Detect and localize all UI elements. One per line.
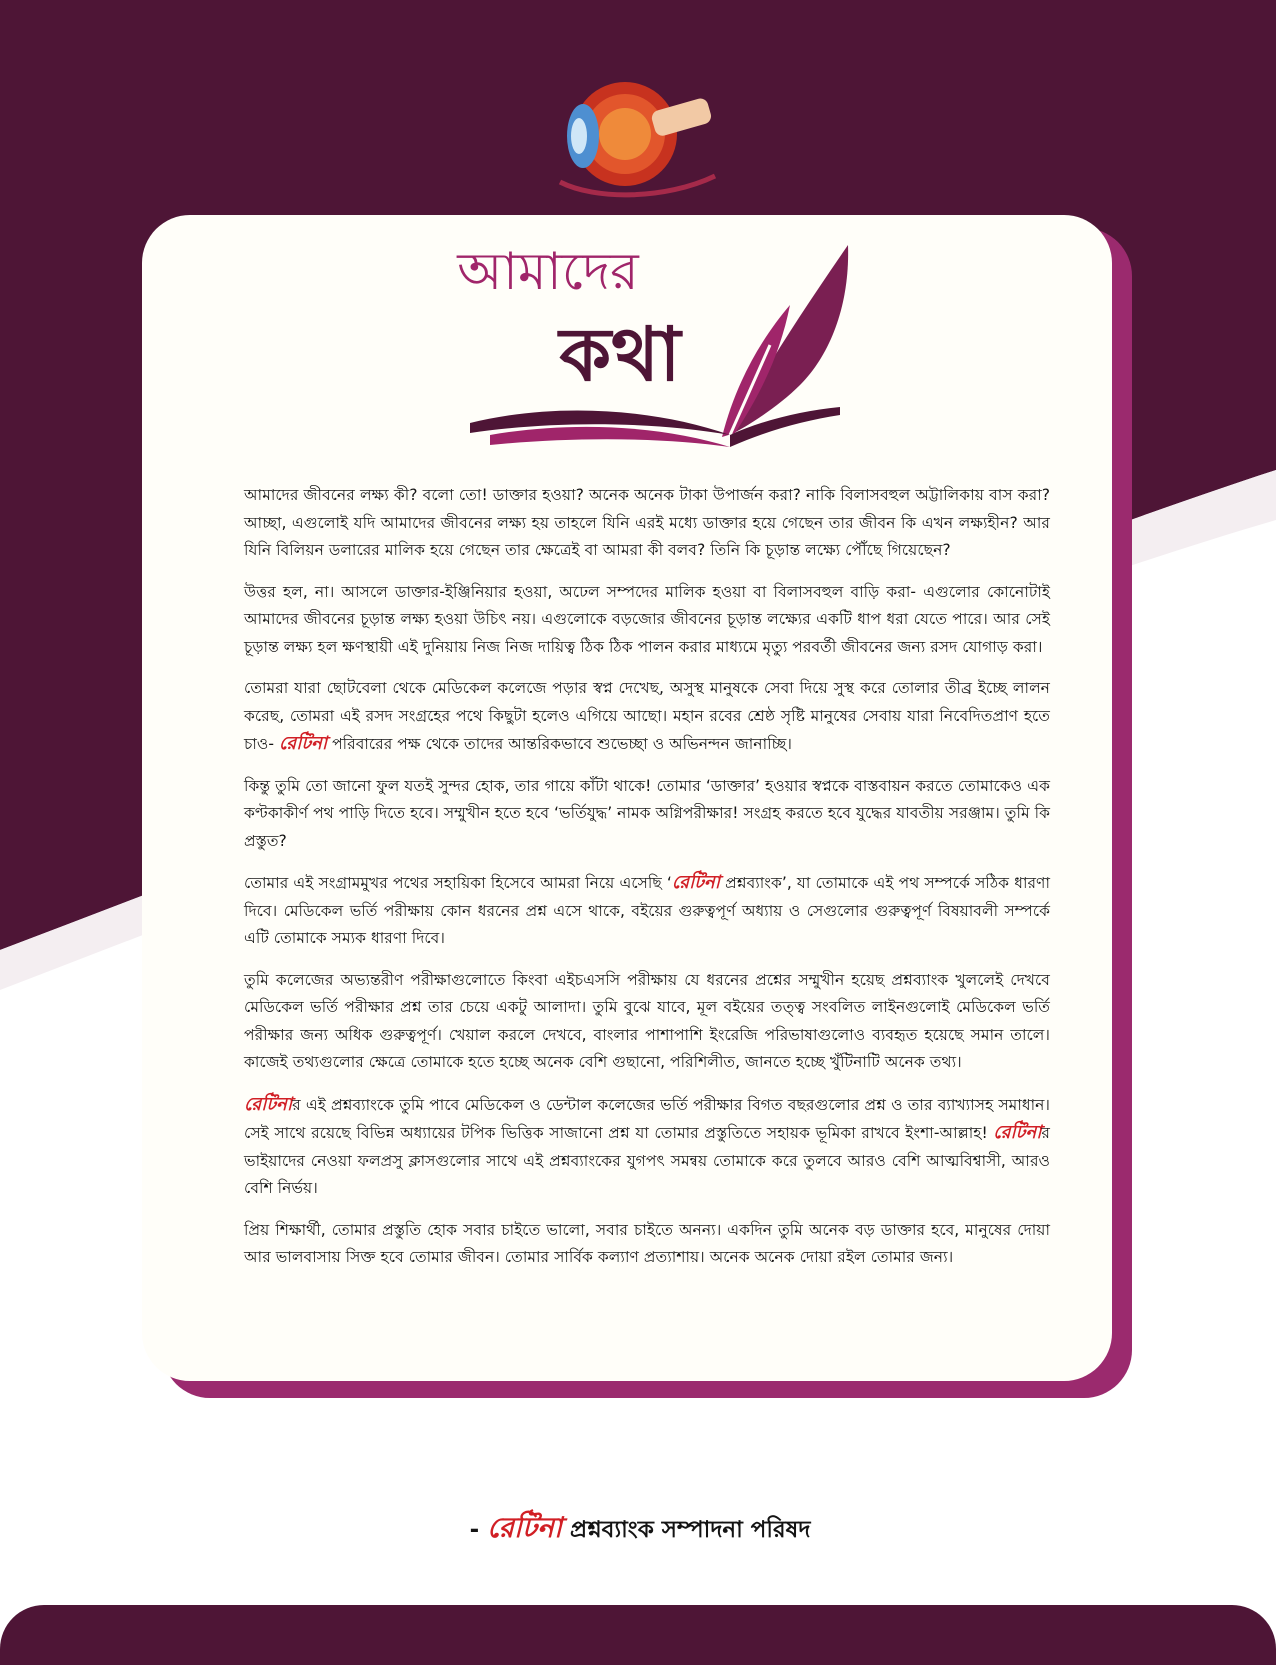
paragraph-4: কিন্তু তুমি তো জানো ফুল যতই সুন্দর হোক, তার গায়ে কাঁটা থাকে! তোমার ‘ডাক্তার’ হওয়ার স্বপ্নকে বাস্তবায়ন করতে তোমাকেও এক কণ্টকাকীর্ণ পথ পাড়ি দিতে হবে। সম্মুখীন হতে হবে ‘ভর্তিযুদ্ধ’ নামক অগ্নিপরীক্ষার! সংগ্রহ করতে হবে যুদ্ধের যাবতীয় সরঞ্জাম। তুমি কি প্রস্তুত?	[244, 776, 1050, 850]
title-line-1: আমাদের	[457, 242, 639, 302]
footer-bar	[0, 1605, 1276, 1665]
paragraph-6: তুমি কলেজের অভ্যন্তরীণ পরীক্ষাগুলোতে কিংবা এইচএসসি পরীক্ষায় যে ধরনের প্রশ্নের সম্মুখীন হয়েছ প্রশ্নব্যাংক খুললেই দেখবে মেডিকেল ভর্তি পরীক্ষার প্রশ্ন তার চেয়ে একটু আলাদা। তুমি বুঝে যাবে, মূল বইয়ের তত্ত্ব সংবলিত লাইনগুলোই মেডিকেল ভর্তি পরীক্ষার জন্য অধিক গুরুত্বপূর্ণ। খেয়াল করলে দেখবে, বাংলার পাশাপাশি ইংরেজি পরিভাষাগুলোও ব্যবহৃত হয়েছে সমান তালে। কাজেই তথ্যগুলোর ক্ষেত্রে তোমাকে হতে হচ্ছে অনেক বেশি গুছানো, পরিশিলীত, জানতে হচ্ছে খুঁটিনাটি অনেক তথ্য।	[244, 970, 1050, 1071]
body-text	[244, 482, 1050, 1286]
signature: - রেটিনা প্রশ্নব্যাংক সম্পাদনা পরিষদ	[469, 1511, 811, 1544]
title-line-2: কথা	[559, 312, 681, 398]
paragraph-1: আমাদের জীবনের লক্ষ্য কী? বলো তো! ডাক্তার হওয়া? অনেক অনেক টাকা উপার্জন করা? নাকি বিলাসবহুল অট্টালিকায় বাস করা? আচ্ছা, এগুলোই যদি আমাদের জীবনের লক্ষ্য হয় তাহলে যিনি এরই মধ্যে ডাক্তার হয়ে গেছেন তার জীবন কি এখন লক্ষ্যহীন? আর যিনি বিলিয়ন ডলারের মালিক হয়ে গেছেন তার ক্ষেত্রেই বা আমরা কী বলব? তিনি কি চূড়ান্ত লক্ষ্যে পৌঁছে গিয়েছেন?	[244, 486, 1050, 559]
brand-name: রেটিনা	[671, 872, 720, 893]
paragraph-3: তোমরা যারা ছোটবেলা থেকে মেডিকেল কলেজে পড়ার স্বপ্ন দেখেছ, অসুস্থ মানুষকে সেবা দিয়ে সুস্থ করে তোলার তীব্র ইচ্ছে লালন করেছ, তোমরা এই রসদ সংগ্রহের পথে কিছুটা হলেও এগিয়ে আছো। মহান রবের শ্রেষ্ঠ সৃষ্টি মানুষের সেবায় যারা নিবেদিতপ্রাণ হতে চাও- রেটিনা পরিবারের পক্ষ থেকে তাদের আন্তরিকভাবে শুভেচ্ছা ও অভিনন্দন জানাচ্ছি।	[244, 679, 1050, 754]
brand-name: রেটিনা	[279, 733, 328, 754]
brand-name: রেটিনা	[487, 1511, 563, 1544]
paragraph-5: তোমার এই সংগ্রামমুখর পথের সহায়িকা হিসেবে আমরা নিয়ে এসেছি ‘রেটিনা প্রশ্নব্যাংক’, যা তোমাকে এই পথ সম্পর্কে সঠিক ধারণা দিবে। মেডিকেল ভর্তি পরীক্ষায় কোন ধরনের প্রশ্ন এসে থাকে, বইয়ের গুরুত্বপূর্ণ অধ্যায় ও সেগুলোর গুরুত্বপূর্ণ বিষয়াবলী সম্পর্কে এটি তোমাকে সম্যক ধারণা দিবে।	[244, 872, 1050, 947]
eye-anatomy-icon	[555, 72, 721, 202]
paragraph-2: উত্তর হল, না। আসলে ডাক্তার-ইঞ্জিনিয়ার হওয়া, অঢেল সম্পদের মালিক হওয়া বা বিলাসবহুল বাড়ি করা- এগুলোর কোনোটাই আমাদের জীবনের চূড়ান্ত লক্ষ্য হওয়া উচিৎ নয়। এগুলোকে বড়জোর জীবনের চূড়ান্ত লক্ষ্যের একটি ধাপ ধরা যেতে পারে। আর সেই চূড়ান্ত লক্ষ্য হল ক্ষণস্থায়ী এই দুনিয়ায় নিজ নিজ দায়িত্ব ঠিক ঠিক পালন করার মাধ্যমে মৃত্যু পরবর্তী জীবনের জন্য রসদ যোগাড় করা।	[244, 582, 1050, 656]
brand-name: রেটিনা	[244, 1093, 293, 1115]
paragraph-7: রেটিনার এই প্রশ্নব্যাংকে তুমি পাবে মেডিকেল ও ডেন্টাল কলেজের ভর্তি পরীক্ষার বিগত বছরগুলোর প্রশ্ন ও তার ব্যাখ্যাসহ সমাধান। সেই সাথে রয়েছে বিভিন্ন অধ্যায়ের টপিক ভিত্তিক সাজানো প্রশ্ন যা তোমার প্রস্তুতিতে সহায়ক ভূমিকা রাখবে ইংশা-আল্লাহ! রেটিনার ভাইয়াদের নেওয়া ফলপ্রসু ক্লাসগুলোর সাথে এই প্রশ্নব্যাংকের যুগপৎ সমন্বয় তোমাকে করে তুলবে আরও বেশি আত্মবিশ্বাসী, আরও বেশি নির্ভয়।	[244, 1093, 1050, 1197]
paragraph-8: প্রিয় শিক্ষার্থী, তোমার প্রস্তুতি হোক সবার চাইতে ভালো, সবার চাইতে অনন্য। একদিন তুমি অনেক বড় ডাক্তার হবে, মানুষের দোয়া আর ভালবাসায় সিক্ত হবে তোমার জীবন। তোমার সার্বিক কল্যাণ প্রত্যাশায়। অনেক অনেক দোয়া রইল তোমার জন্য।	[244, 1220, 1050, 1266]
brand-name: রেটিনা	[993, 1122, 1042, 1143]
